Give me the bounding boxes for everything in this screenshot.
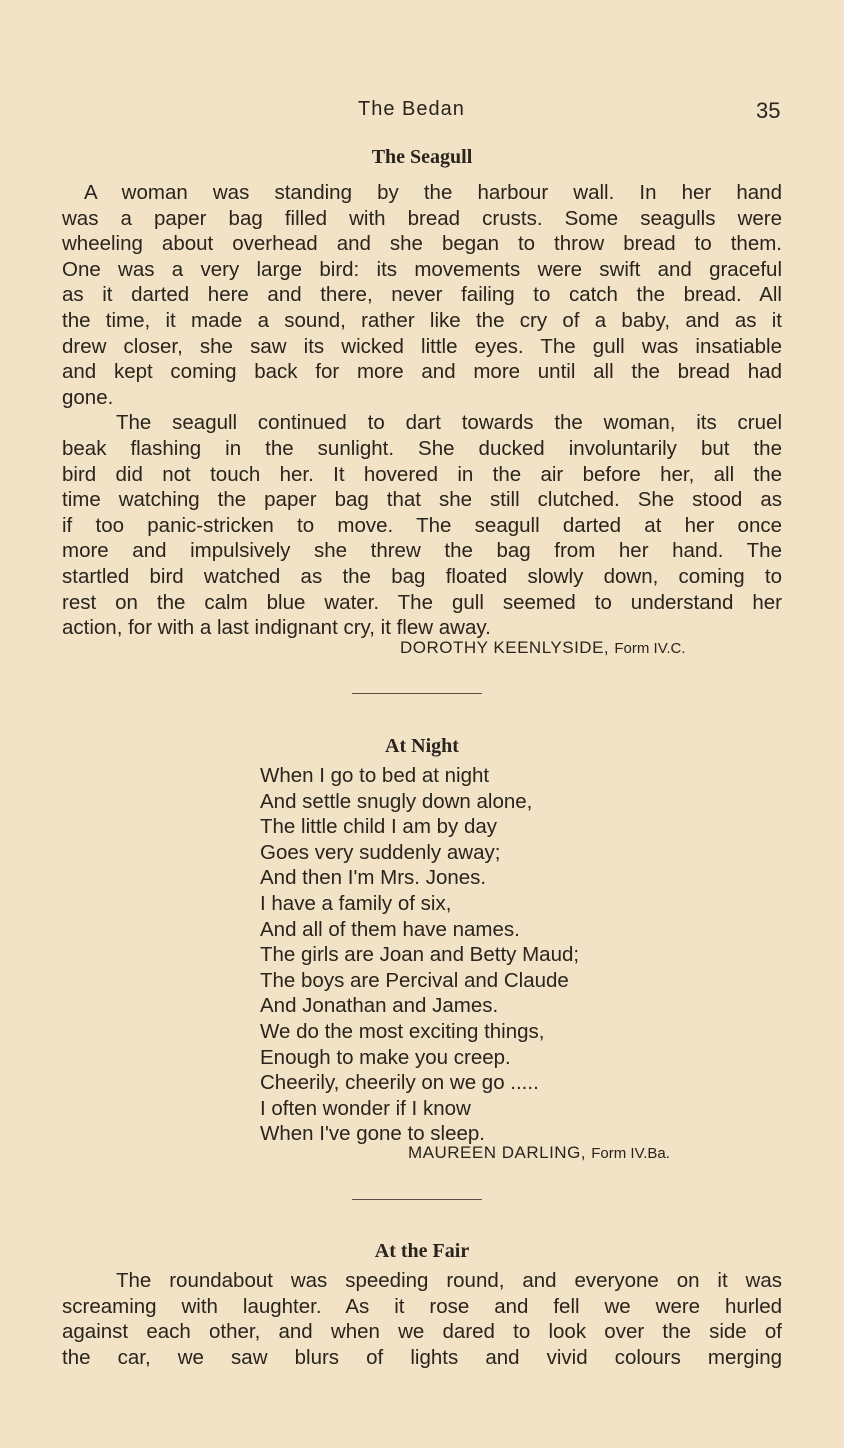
at-night-title: At Night	[385, 735, 459, 757]
seagull-line: time watching the paper bag that she still clutched. She stood as	[62, 488, 782, 512]
at-the-fair-body	[62, 1268, 782, 1370]
at-night-byline	[408, 1143, 670, 1163]
section-divider	[352, 693, 482, 694]
poem-line: And settle snugly down alone,	[260, 789, 533, 813]
seagull-line: and kept coming back for more and more until all the bread had	[62, 360, 782, 384]
seagull-line: more and impulsively she threw the bag from her hand. The	[62, 539, 782, 563]
poem-line: Cheerily, cheerily on we go .....	[260, 1071, 539, 1095]
seagull-line: The seagull continued to dart towards the woman, its cruel	[116, 411, 782, 435]
seagull-form: Form IV.C.	[614, 640, 686, 657]
seagull-line: was a paper bag filled with bread crusts. Some seagulls were	[62, 206, 782, 230]
poem-line: And all of them have names.	[260, 917, 520, 941]
running-header-title: The Bedan	[358, 98, 465, 120]
seagull-line: wheeling about overhead and she began to throw bread to them.	[62, 232, 782, 256]
poem-line: Goes very suddenly away;	[260, 840, 501, 864]
poem-line: And then I'm Mrs. Jones.	[260, 866, 487, 890]
poem-line: The girls are Joan and Betty Maud;	[260, 943, 580, 967]
section-divider	[352, 1199, 482, 1200]
poem-line: When I've gone to sleep.	[260, 1122, 485, 1146]
fair-line: the car, we saw blurs of lights and vivid colours merging	[62, 1345, 782, 1369]
fair-line: screaming with laughter. As it rose and fell we were hurled	[62, 1294, 782, 1318]
seagull-line: One was a very large bird: its movements were swift and graceful	[62, 257, 782, 281]
at-night-author: MAUREEN DARLING,	[408, 1143, 587, 1162]
at-night-form: Form IV.Ba.	[591, 1145, 670, 1162]
at-the-fair-title: At the Fair	[374, 1240, 470, 1262]
poem-line: We do the most exciting things,	[260, 1019, 545, 1043]
seagull-line: if too panic-stricken to move. The seagull darted at her once	[62, 513, 782, 537]
poem-line: The boys are Percival and Claude	[260, 968, 569, 992]
at-night-poem	[260, 763, 579, 1147]
fair-line: The roundabout was speeding round, and everyone on it was	[116, 1269, 782, 1292]
poem-line: When I go to bed at night	[260, 764, 490, 787]
seagull-line: rest on the calm blue water. The gull seemed to understand her	[62, 590, 782, 614]
poem-line: Enough to make you creep.	[260, 1045, 511, 1069]
seagull-line: bird did not touch her. It hovered in the air before her, all the	[62, 462, 782, 486]
poem-line: I often wonder if I know	[260, 1096, 471, 1120]
poem-line: The little child I am by day	[260, 815, 497, 839]
seagull-line: action, for with a last indignant cry, it flew away.	[62, 616, 491, 640]
seagull-title: The Seagull	[371, 146, 473, 168]
seagull-body	[62, 180, 782, 641]
seagull-author: DOROTHY KEENLYSIDE,	[400, 638, 610, 657]
fair-line: against each other, and when we dared to look over the side of	[62, 1320, 782, 1344]
seagull-byline	[400, 638, 686, 658]
seagull-line: A woman was standing by the harbour wall. In her hand	[84, 181, 782, 204]
seagull-line: as it darted here and there, never failing to catch the bread. All	[62, 283, 782, 307]
poem-line: I have a family of six,	[260, 891, 452, 915]
seagull-line: startled bird watched as the bag floated slowly down, coming to	[62, 564, 782, 588]
seagull-line: gone.	[62, 385, 114, 409]
seagull-line: drew closer, she saw its wicked little eyes. The gull was insatiable	[62, 334, 782, 358]
seagull-line: beak flashing in the sunlight. She ducked involuntarily but the	[62, 436, 782, 460]
poem-line: And Jonathan and James.	[260, 994, 499, 1018]
page-number: 35	[756, 98, 781, 123]
seagull-line: the time, it made a sound, rather like the cry of a baby, and as it	[62, 308, 782, 332]
